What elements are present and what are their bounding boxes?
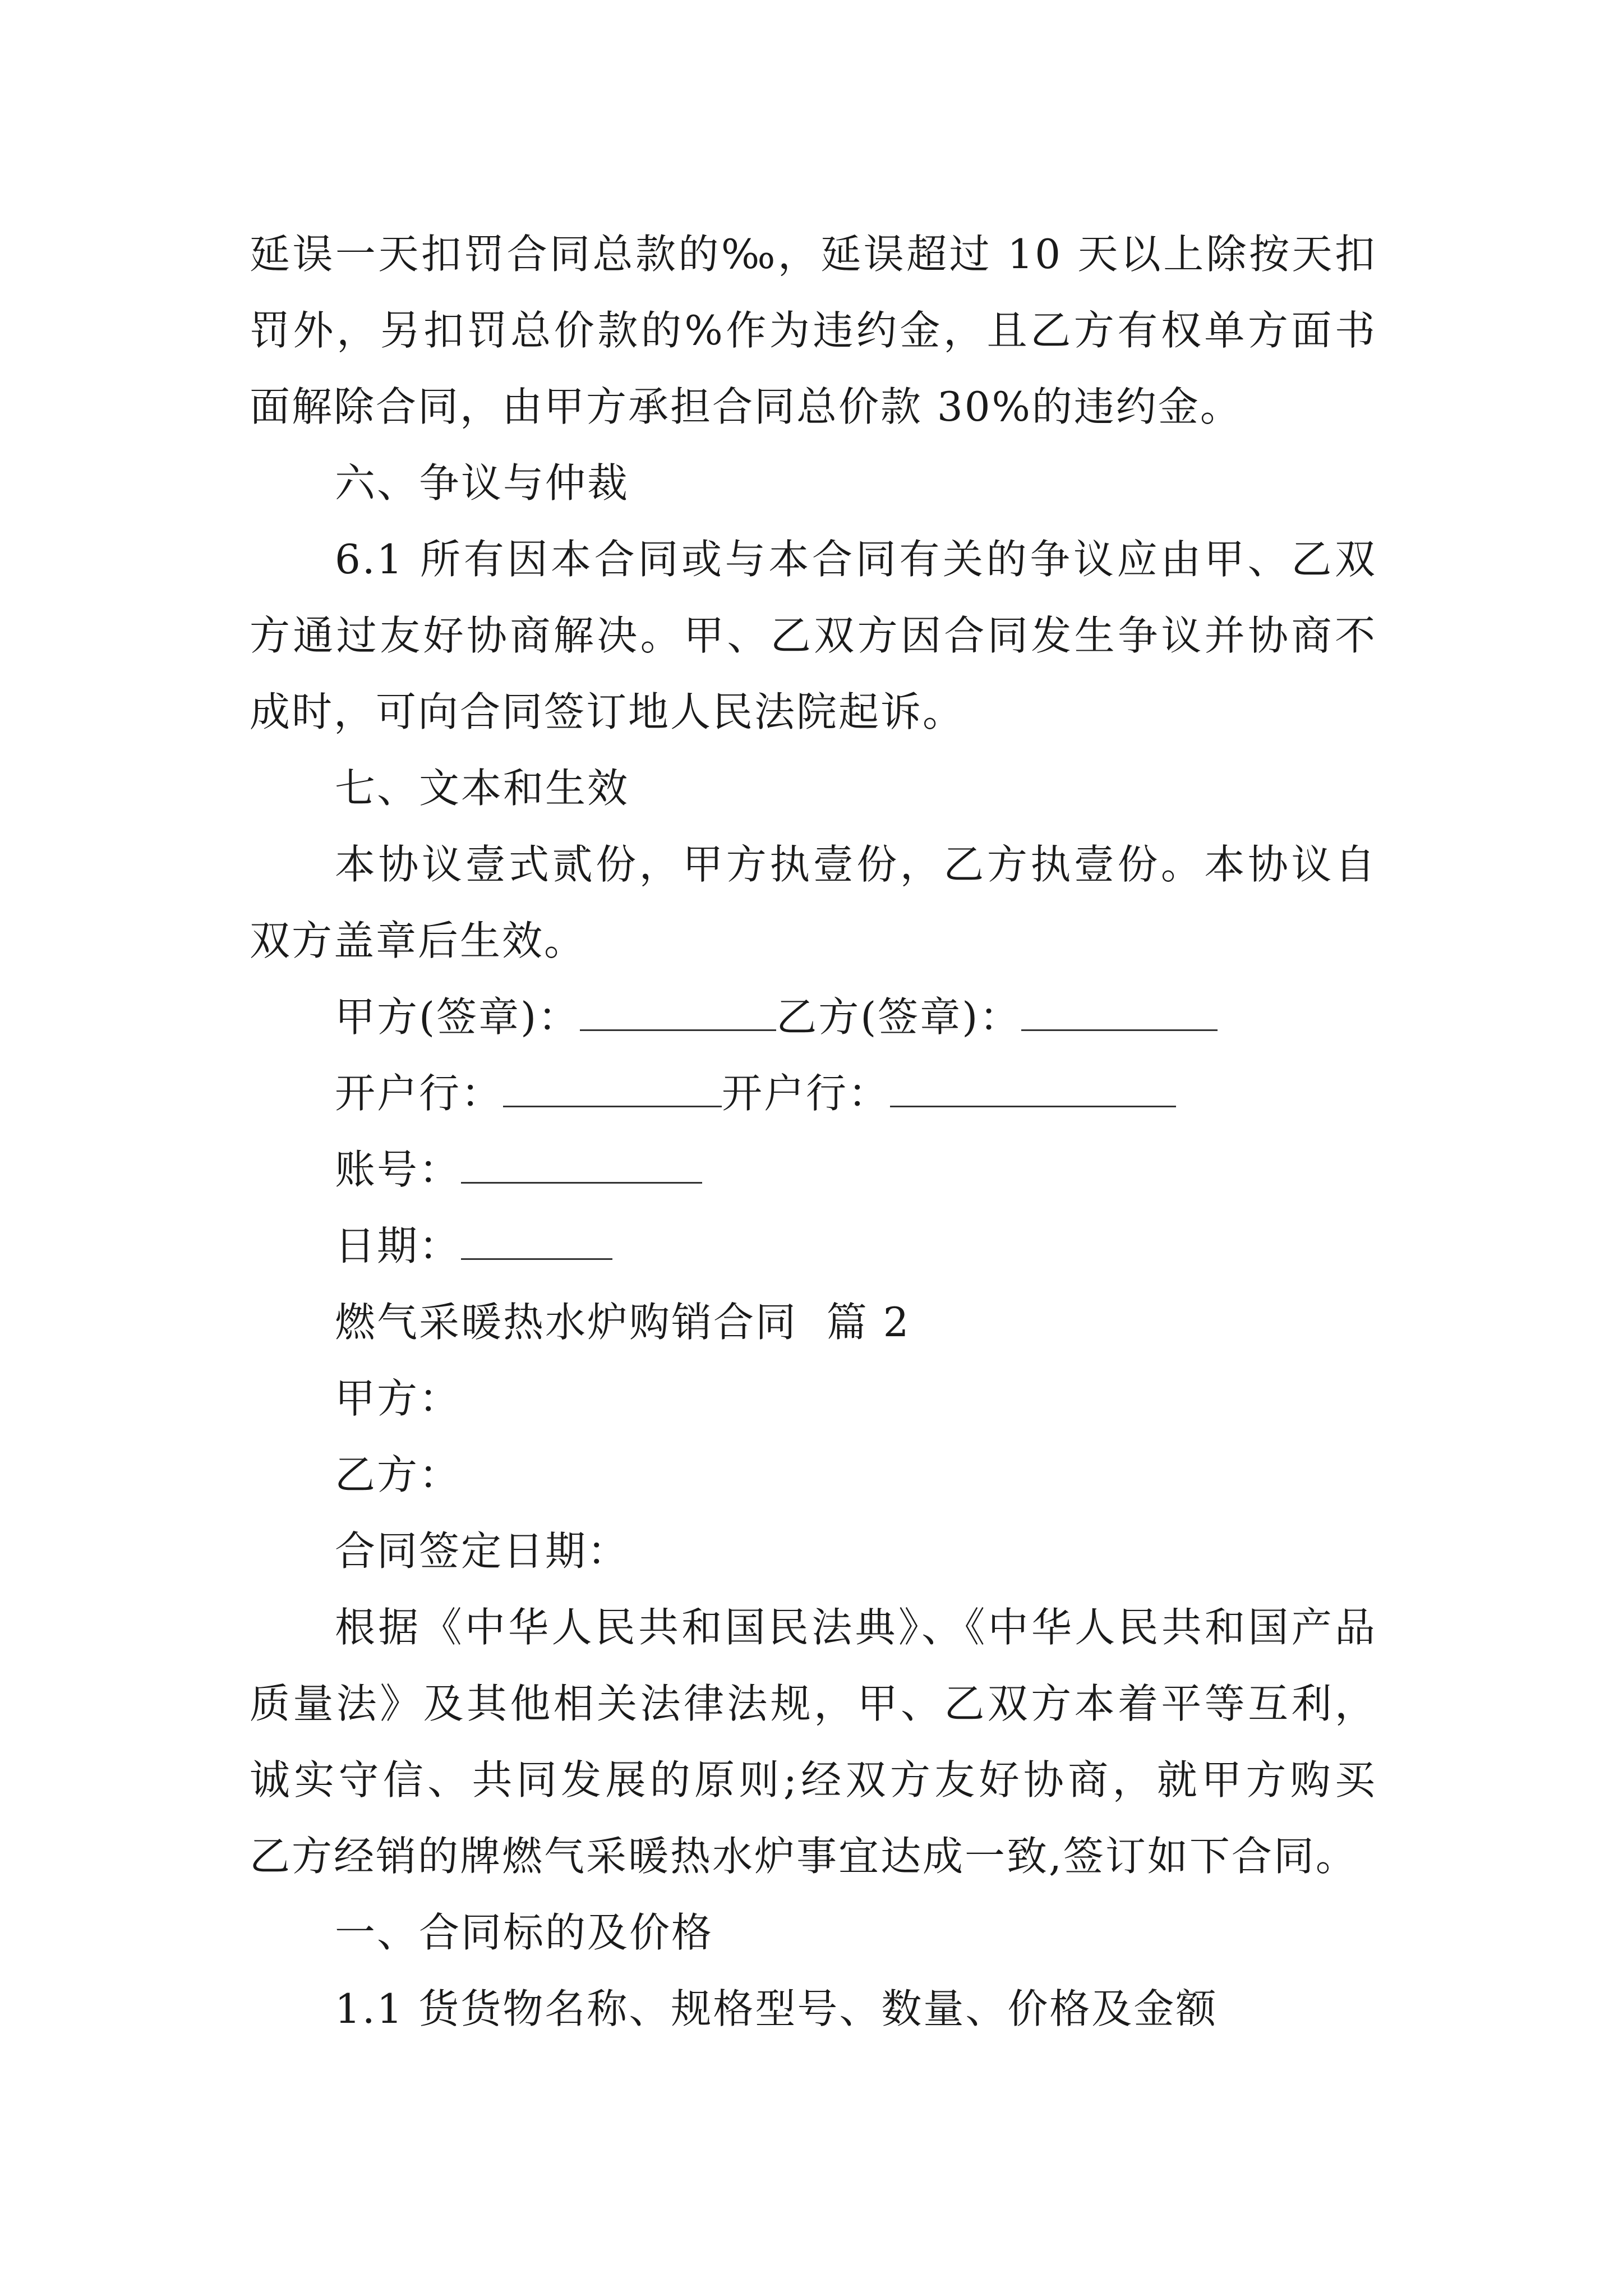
bank-line: [250, 1055, 1377, 1131]
document-body: [250, 216, 1377, 2047]
paragraph-line: 诚实守信、共同发展的原则;经双方友好协商，就甲方购买: [250, 1756, 1377, 1803]
paragraph-line: 质量法》及其他相关法律法规，甲、乙双方本着平等互利，: [250, 1680, 1377, 1727]
signature-line: [250, 979, 1377, 1055]
party-b-signature-blank: [1021, 996, 1218, 1031]
date-blank: [461, 1225, 612, 1260]
party-a-signature-label: 甲方(签章)：: [335, 993, 580, 1041]
bank-b-blank: [890, 1072, 1176, 1107]
bank-b-label: 开户行：: [722, 1070, 891, 1117]
paragraph-line: 6.1 所有因本合同或与本合同有关的争议应由甲、乙双: [335, 536, 1377, 583]
section-heading-dispute: 六、争议与仲裁: [335, 459, 630, 507]
contract-title: 燃气采暖热水炉购销合同 篇 2: [335, 1299, 911, 1346]
paragraph-line: 面解除合同，由甲方承担合同总价款 30%的违约金。: [250, 383, 1242, 430]
bank-a-label: 开户行：: [335, 1070, 504, 1117]
section-heading-subject: 一、合同标的及价格: [335, 1909, 714, 1956]
clause-1-1: 1.1 货货物名称、规格型号、数量、价格及金额: [335, 1985, 1218, 2032]
paragraph-line: 双方盖章后生效。: [250, 917, 587, 964]
paragraph-line: 根据《中华人民共和国民法典》、《中华人民共和国产品: [335, 1604, 1377, 1651]
party-a-field: 甲方：: [335, 1375, 462, 1422]
paragraph-line: 乙方经销的牌燃气采暖热水炉事宜达成一致,签订如下合同。: [250, 1833, 1358, 1880]
account-line: [250, 1131, 1377, 1208]
date-label: 日期：: [335, 1222, 462, 1269]
account-label: 账号：: [335, 1146, 462, 1193]
party-b-field: 乙方：: [335, 1451, 462, 1498]
paragraph-line: 罚外，另扣罚总价款的%作为违约金，且乙方有权单方面书: [250, 307, 1377, 354]
bank-a-blank: [503, 1072, 722, 1107]
paragraph-line: 成时，可向合同签订地人民法院起诉。: [250, 688, 965, 735]
party-a-signature-blank: [580, 996, 776, 1031]
party-b-signature-label: 乙方(签章)：: [776, 993, 1022, 1041]
section-heading-effect: 七、文本和生效: [335, 765, 630, 812]
paragraph-line: 本协议壹式贰份，甲方执壹份，乙方执壹份。本协议自: [335, 841, 1377, 888]
date-line: [250, 1208, 1377, 1284]
paragraph-line: 延误一天扣罚合同总款的‰，延误超过 10 天以上除按天扣: [250, 231, 1377, 278]
sign-date-field: 合同签定日期：: [335, 1527, 630, 1575]
paragraph-line: 方通过友好协商解决。甲、乙双方因合同发生争议并协商不: [250, 612, 1377, 659]
account-blank: [461, 1148, 702, 1184]
